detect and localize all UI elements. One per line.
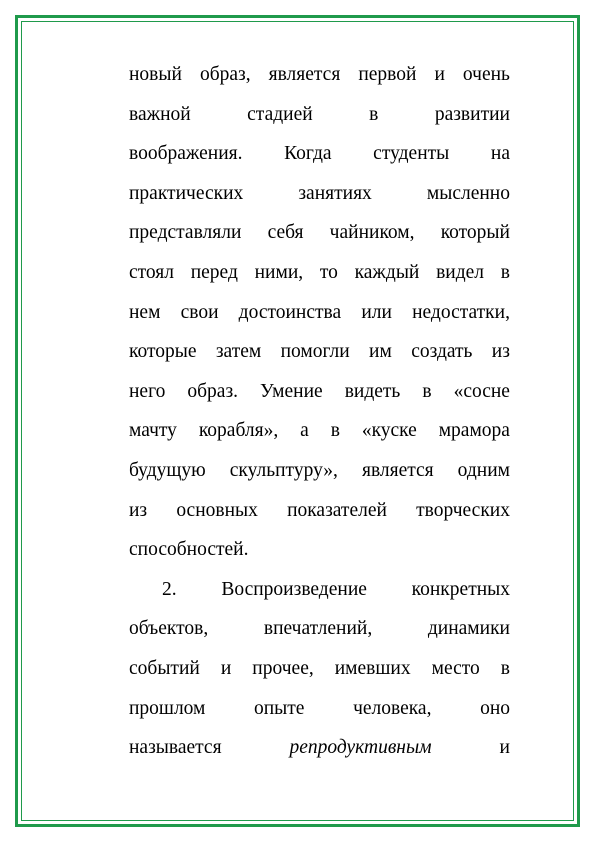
text-line	[129, 55, 510, 95]
word: и	[434, 64, 445, 85]
word: корабля»,	[198, 420, 279, 442]
word: в	[330, 420, 340, 442]
word: то	[319, 261, 338, 283]
text-line	[129, 95, 510, 135]
word: Когда	[284, 143, 332, 165]
word: конкретных	[411, 578, 510, 600]
word: студенты	[373, 143, 450, 165]
word: имевших	[334, 657, 411, 679]
text-line	[129, 689, 510, 729]
word: им	[369, 341, 392, 363]
text-line	[129, 134, 510, 174]
word: первой	[358, 64, 417, 85]
word: прошлом	[129, 697, 206, 719]
word: новый	[129, 64, 182, 85]
word: скульптуру»,	[229, 459, 338, 481]
word: создать	[411, 341, 473, 363]
text-line	[129, 411, 510, 451]
word: из	[129, 499, 148, 521]
word: ними,	[254, 261, 304, 283]
word: развитии	[434, 103, 510, 125]
word: является	[361, 459, 434, 481]
text-line	[129, 728, 510, 768]
word: называется	[129, 737, 222, 759]
word: и	[499, 737, 510, 759]
text-line	[129, 649, 510, 689]
word: представляли	[129, 222, 242, 244]
word: перед	[190, 261, 238, 283]
text-line	[129, 332, 510, 372]
word: на	[490, 143, 510, 165]
word: Воспроизведение	[221, 578, 367, 600]
word: в	[500, 657, 510, 679]
word: и	[220, 657, 232, 679]
word: каждый	[354, 261, 420, 283]
word: практических	[129, 182, 244, 204]
word: а	[300, 420, 309, 442]
text-line	[129, 570, 510, 610]
word: достоинства	[238, 301, 342, 323]
word: стоял	[129, 261, 174, 283]
word: способностей.	[129, 539, 249, 561]
word: воображения.	[129, 143, 243, 165]
text-line	[129, 213, 510, 253]
word: одним	[457, 459, 510, 481]
text-line	[129, 609, 510, 649]
word: место	[431, 657, 480, 679]
word: затем	[215, 341, 262, 363]
text-line	[129, 530, 510, 570]
word: прочее,	[252, 657, 314, 679]
word: показателей	[287, 499, 387, 521]
word: него	[129, 380, 166, 402]
word: себя	[267, 222, 304, 244]
word: в	[369, 103, 379, 125]
word: «куске	[361, 420, 417, 442]
word: видеть	[344, 380, 401, 402]
word: 2.	[162, 578, 177, 600]
text-line	[129, 253, 510, 293]
word: опыте	[254, 697, 305, 719]
word: недостатки,	[412, 301, 510, 323]
word: объектов,	[129, 618, 209, 640]
word: человека,	[353, 697, 432, 719]
word: мрамора	[438, 420, 510, 442]
word: которые	[129, 341, 197, 363]
text-line	[129, 372, 510, 412]
word: помогли	[280, 341, 350, 363]
word: или	[361, 301, 392, 323]
word: является	[268, 64, 341, 85]
word: очень	[462, 64, 510, 85]
word: мысленно	[426, 182, 510, 204]
word: оно	[480, 697, 510, 719]
word: который	[440, 222, 510, 244]
word: Умение	[260, 380, 323, 402]
word: нем	[129, 301, 161, 323]
text-line	[129, 491, 510, 531]
word: образ.	[187, 380, 239, 402]
word: основных	[176, 499, 258, 521]
word: в	[422, 380, 432, 402]
word: из	[491, 341, 510, 363]
word: свои	[180, 301, 219, 323]
text-line	[129, 451, 510, 491]
word: событий	[129, 657, 200, 679]
word: видел	[436, 261, 485, 283]
word: чайником,	[329, 222, 415, 244]
word: занятиях	[298, 182, 372, 204]
word: будущую	[129, 459, 206, 481]
text-line	[129, 174, 510, 214]
word: в	[500, 261, 510, 283]
word: «сосне	[453, 380, 510, 402]
word: творческих	[416, 499, 510, 521]
word: впечатлений,	[263, 618, 373, 640]
word: мачту	[129, 420, 177, 442]
word: важной	[129, 103, 191, 125]
body-text	[129, 55, 510, 768]
word-emphasis: репродуктивным	[289, 737, 432, 759]
word: образ,	[199, 64, 251, 85]
word: динамики	[427, 618, 510, 640]
word: стадией	[247, 103, 313, 125]
text-line	[129, 293, 510, 333]
